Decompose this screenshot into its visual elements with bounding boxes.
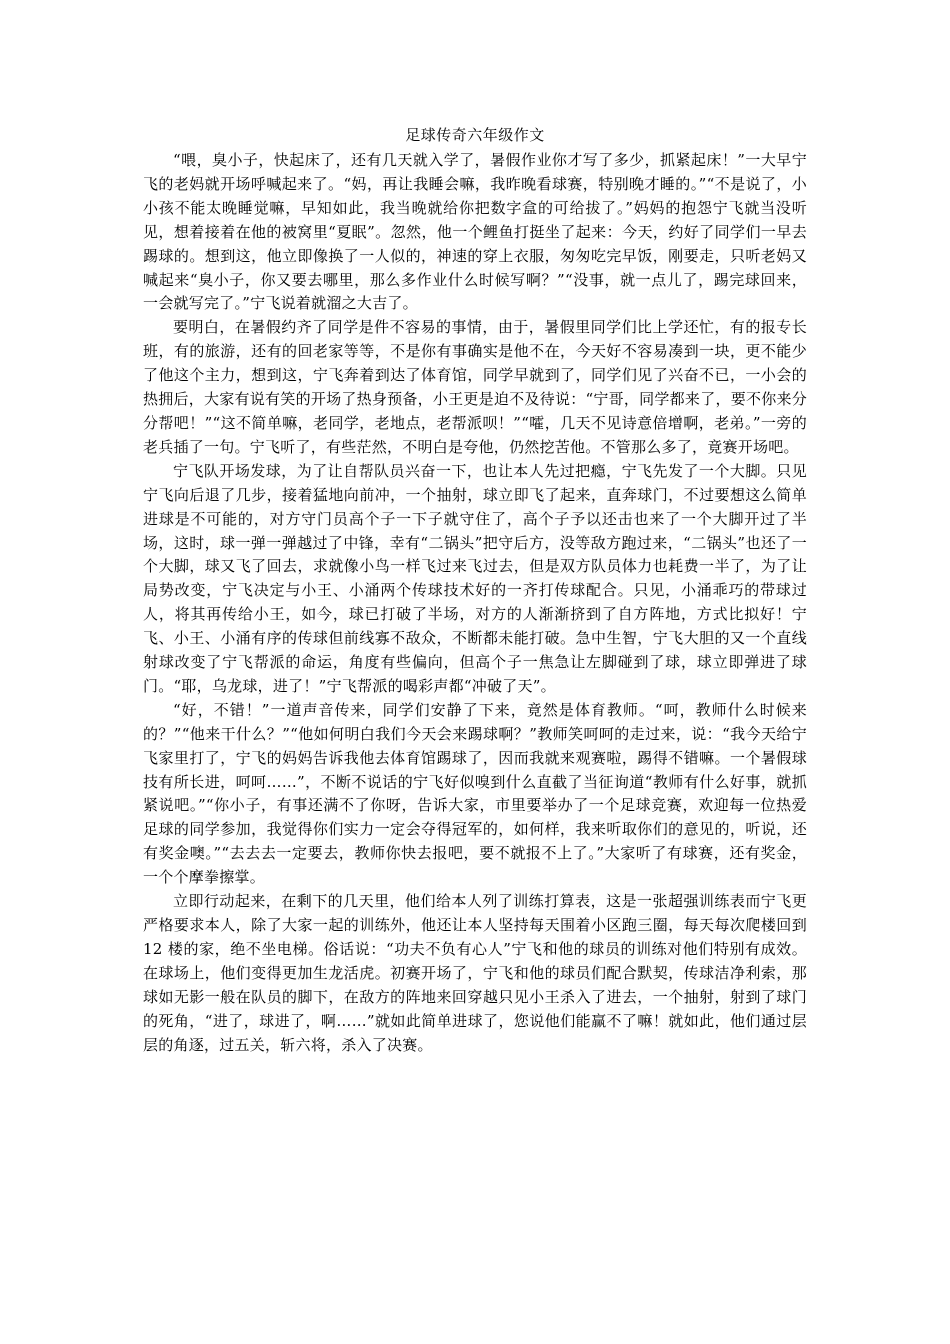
paragraph-5: 立即行动起来，在剩下的几天里，他们给本人列了训练打算表，这是一张超强训练表而宁飞更严格要求本人，除了大家一起的训练外，他还让本人坚持每天围着小区跑三圈，每天每次爬楼回到 12 楼的家，绝不坐电梯。俗话说：“功夫不负有心人”宁飞和他的球员的训练对他们特别有成效。在球场上，他们变得更加生龙活虎。初赛开场了，宁飞和他的球员们配合默契，传球洁净利索，那球如无影一般在队员的脚下，在敌方的阵地来回穿越只见小王杀入了进去，一个抽射，射到了球门的死角，“进了，球进了，啊……”就如此简单进球了，您说他们能赢不了嘛！就如此，他们通过层层的角逐，过五关，斩六将，杀入了决赛。 — [143, 892, 807, 1054]
paragraph-3: 宁飞队开场发球，为了让自帮队员兴奋一下，也让本人先过把瘾，宁飞先发了一个大脚。只见宁飞向后退了几步，接着猛地向前冲，一个抽射，球立即飞了起来，直奔球门，不过要想这么简单进球是不可能的，对方守门员高个子一下子就守住了，高个子予以还击也来了一个大脚开过了半场，这时，球一弹一弹越过了中锋，幸有“二锅头”把守后方，没等敌方跑过来，“二锅头”也还了一个大脚，球又飞了回去，求就像小鸟一样飞过来飞过去，但是双方队员体力也耗费一半了，为了让局势改变，宁飞决定与小王、小涌两个传球技术好的一齐打传球配合。只见，小涌乖巧的带球过人，将其再传给小王，如今，球已打破了半场，对方的人渐渐挤到了自方阵地，方式比拟好！宁飞、小王、小涌有序的传球但前线寡不敌众，不断都未能打破。急中生智，宁飞大胆的又一个直线射球改变了宁飞帮派的命运，角度有些偏向，但高个子一焦急让左脚碰到了球，球立即弹进了球门。“耶，乌龙球，进了！”宁飞帮派的喝彩声都“冲破了天”。 — [143, 461, 807, 695]
paragraph-4: “好，不错！”一道声音传来，同学们安静了下来，竟然是体育教师。“呵，教师什么时候来的？”“他来干什么？”“他如何明白我们今天会来踢球啊？”教师笑呵呵的走过来，说：“我今天给宁飞家里打了，宁飞的妈妈告诉我他去体育馆踢球了，因而我就来观赛啦，踢得不错嘛。一个暑假球技有所长进，呵呵……”，不断不说话的宁飞好似嗅到什么直截了当征询道“教师有什么好事，就抓紧说吧。”“你小子，有事还满不了你呀，告诉大家，市里要举办了一个足球竞赛，欢迎每一位热爱足球的同学参加，我觉得你们实力一定会夺得冠军的，如何样，我来听取你们的意见的，听说，还有奖金噢。”“去去去一定要去，教师你快去报吧，要不就报不上了。”大家听了有球赛，还有奖金，一个个摩拳擦掌。 — [143, 700, 807, 887]
paragraph-1: “喂，臭小子，快起床了，还有几天就入学了，暑假作业你才写了多少，抓紧起床！”一大早宁飞的老妈就开场呼喊起来了。“妈，再让我睡会嘛，我昨晚看球赛，特别晚才睡的。”“不是说了，小小孩不能太晚睡觉嘛，早知如此，我当晚就给你把数字盒的可给拔了。”妈妈的抱怨宁飞就当没听见，想着接着在他的被窝里“夏眠”。忽然，他一个鲤鱼打挺坐了起来：今天，约好了同学们一早去踢球的。想到这，他立即像换了一人似的，神速的穿上衣服，匆匆吃完早饭，刚要走，只听老妈又喊起来“臭小子，你又要去哪里，那么多作业什么时候写啊？”“没事，就一点儿了，踢完球回来，一会就写完了。”宁飞说着就溜之大吉了。 — [143, 151, 807, 313]
document-title: 足球传奇六年级作文 — [405, 126, 545, 144]
paragraph-2: 要明白，在暑假约齐了同学是件不容易的事情，由于，暑假里同学们比上学还忙，有的报专长班，有的旅游，还有的回老家等等，不是你有事确实是他不在，今天好不容易凑到一块，更不能少了他这个主力，想到这，宁飞奔着到达了体育馆，同学早就到了，同学们见了兴奋不已，一小会的热拥后，大家有说有笑的开场了热身预备，小王更是迫不及待说：“宁哥，同学都来了，要不你来分分帮吧！”“这不简单嘛，老同学，老地点，老帮派呗！”“嚯，几天不见诗意倍增啊，老弟。”一旁的老兵插了一句。宁飞听了，有些茫然，不明白是夸他，仍然挖苦他。不管那么多了，竟赛开场吧。 — [143, 318, 807, 456]
document-page — [143, 124, 807, 1057]
